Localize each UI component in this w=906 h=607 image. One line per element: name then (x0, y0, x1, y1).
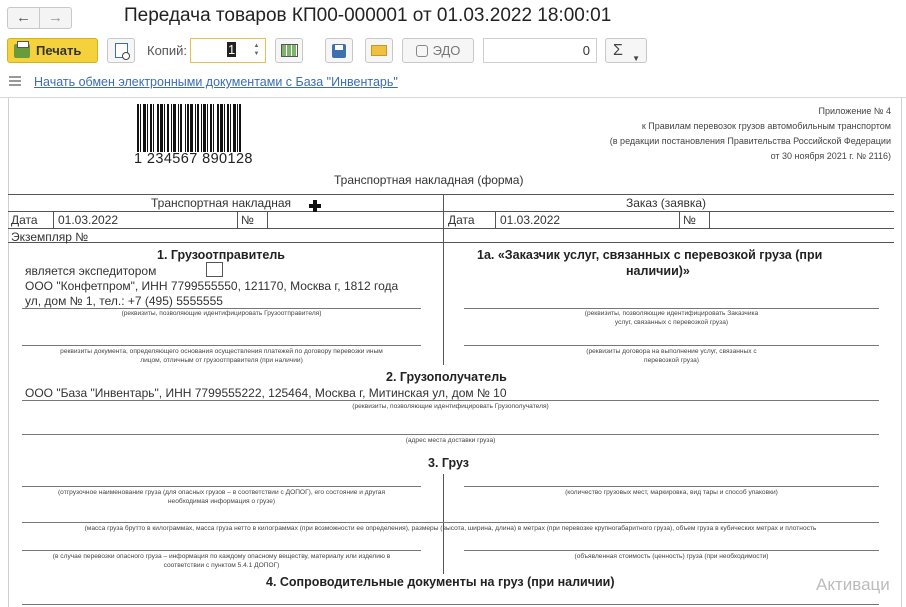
section-3-title: 3. Груз (428, 456, 469, 470)
print-preview-icon (115, 43, 128, 58)
document-top-border (0, 97, 906, 98)
envelope-icon (371, 45, 387, 56)
save-button[interactable] (325, 38, 353, 63)
barcode (137, 104, 262, 152)
section-4-title: 4. Сопроводительные документы на груз (при наличии) (266, 575, 615, 589)
number-label: № (241, 213, 254, 227)
contract-caption-1: (реквизиты договора на выполнение услуг, связанных с (586, 348, 757, 355)
appendix-line-3: (в редакции постановления Правительства Российской Федерации (609, 136, 891, 146)
copies-value: 1 (228, 42, 236, 57)
cargo-name-caption-1: (отгрузочное наименование груза (для опасных грузов – в соответствии с ДОПОГ), его состояние и другая (57, 489, 386, 496)
date-value: 01.03.2022 (58, 213, 119, 227)
sum-field[interactable]: 0 (483, 38, 597, 63)
appendix-line-2: к Правилам перевозок грузов автомобильным транспортом (641, 121, 891, 131)
forwarder-label: является экспедитором (25, 264, 157, 278)
rule (22, 486, 421, 487)
floppy-disk-icon (332, 44, 346, 58)
rule (8, 194, 894, 195)
consignee-requisites-caption: (реквизиты, позволяющие идентифицировать Грузополучателя) (352, 403, 549, 410)
cell-divider (53, 211, 54, 228)
print-button-label: Печать (36, 43, 82, 58)
rule (464, 486, 879, 487)
copies-label: Копий: (147, 43, 187, 58)
payment-doc-caption-2: лицом, отличным от грузоотправителя (при наличии) (140, 357, 303, 364)
rule (22, 522, 879, 523)
rule (22, 434, 879, 435)
copy-number-label: Экземпляр № (11, 230, 89, 244)
rule (8, 211, 894, 212)
back-arrow-icon[interactable]: ← (7, 7, 40, 29)
dangerous-cargo-caption-1: (в случае перевозки опасного груза – информация по каждому опасному веществу, материалу или изделию в (52, 553, 391, 560)
order-header: Заказ (заявка) (626, 196, 707, 210)
form-title: Транспортная накладная (форма) (334, 173, 524, 187)
section-2-title: 2. Грузополучатель (386, 370, 507, 384)
section-1a-title-2: наличии)» (626, 264, 690, 278)
cell-divider (237, 211, 238, 228)
order-date-label: Дата (448, 213, 475, 227)
rule (464, 550, 879, 551)
column-divider (443, 194, 444, 242)
sigma-icon: Σ (613, 42, 623, 59)
order-number-label: № (683, 213, 696, 227)
edo-button-label: ЭДО (432, 43, 461, 58)
list-icon (9, 76, 21, 86)
dangerous-cargo-caption-2: соответствии с пунктом 5.4.1 ДОПОГ) (163, 562, 280, 569)
cell-divider (679, 211, 680, 228)
sum-mode-dropdown[interactable] (605, 38, 647, 63)
rule (22, 345, 421, 346)
cell-divider (267, 211, 268, 228)
chevron-down-icon: ▼ (632, 54, 640, 63)
customer-requisites-caption-1: (реквизиты, позволяющие идентифицировать Заказчика (584, 310, 759, 317)
rule (22, 550, 421, 551)
cell-divider (495, 211, 496, 228)
activation-watermark: Активаци (816, 575, 890, 594)
rule (8, 242, 894, 243)
date-label: Дата (11, 213, 38, 227)
move-cursor-icon (309, 200, 321, 212)
cargo-places-caption: (количество грузовых мест, маркировка, вид тары и способ упаковки) (565, 489, 778, 496)
delivery-address-caption: (адрес места доставки груза) (405, 437, 496, 444)
start-edo-exchange-link[interactable]: Начать обмен электронными документами с База "Инвентарь" (34, 75, 398, 89)
shipper-details-line-2: ул, дом № 1, тел.: +7 (495) 5555555 (25, 294, 223, 308)
rule (464, 345, 879, 346)
section-1-title: 1. Грузоотправитель (157, 248, 285, 262)
document-right-border (901, 98, 902, 607)
forwarder-checkbox[interactable] (206, 262, 223, 277)
document-left-border (8, 98, 9, 607)
contract-caption-2: перевозкой груза) (644, 357, 699, 364)
section-1a-title-1: 1а. «Заказчик услуг, связанных с перевозкой груза (при (477, 248, 823, 262)
copies-input[interactable] (190, 38, 266, 63)
column-divider (443, 474, 444, 574)
printer-icon (14, 44, 30, 58)
rule (464, 308, 879, 309)
spreadsheet-edit-icon (281, 44, 298, 57)
appendix-line-4: от 30 ноября 2021 г. № 2116) (770, 151, 891, 161)
preview-button[interactable] (107, 38, 135, 63)
declared-value-caption: (объявленная стоимость (ценность) груза (при необходимости) (574, 553, 769, 560)
cargo-mass-caption: (масса груза брутто в килограммах, масса груза нетто в килограммах (при возможности ее определения), размеры (высота, ширина, длина) в метрах (при перевозке крупногабаритного груза), объем груза в кубических метрах и плотность (84, 525, 817, 532)
shipper-requisites-caption: (реквизиты, позволяющие идентифицировать Грузоотправителя) (121, 310, 322, 317)
appendix-line-1: Приложение № 4 (818, 106, 891, 116)
send-email-button[interactable] (365, 38, 393, 63)
spin-arrows-icon[interactable]: ▲ ▼ (253, 43, 260, 57)
shipper-details-line-1: ООО "Конфетпром", ИНН 7799555550, 121170, Москва г, 1812 года (25, 279, 399, 293)
forward-arrow-icon[interactable]: → (39, 7, 72, 29)
customer-requisites-caption-2: услуг, связанных с перевозкой груза) (614, 319, 729, 326)
print-button[interactable] (7, 38, 98, 63)
consignee-details: ООО "База "Инвентарь", ИНН 7799555222, 125464, Москва г, Митинская ул, дом № 10 (25, 386, 507, 400)
payment-doc-caption-1: реквизиты документа, определяющего основания осуществления платежей по договору перевозки иным (60, 348, 383, 355)
rule (22, 604, 879, 605)
order-date-value: 01.03.2022 (500, 213, 561, 227)
rule (8, 228, 894, 229)
edo-icon (416, 45, 428, 57)
rule (22, 400, 879, 401)
rule (22, 308, 421, 309)
edo-button[interactable] (402, 38, 474, 63)
cargo-name-caption-2: необходимая информация о грузе) (167, 498, 276, 505)
column-divider (443, 242, 444, 365)
window-title: Передача товаров КП00-000001 от 01.03.2022 18:00:01 (124, 5, 612, 26)
cell-divider (709, 211, 710, 228)
waybill-header: Транспортная накладная (151, 196, 292, 210)
barcode-number: 1 234567 890128 (134, 151, 253, 167)
edit-table-button[interactable] (275, 38, 303, 63)
